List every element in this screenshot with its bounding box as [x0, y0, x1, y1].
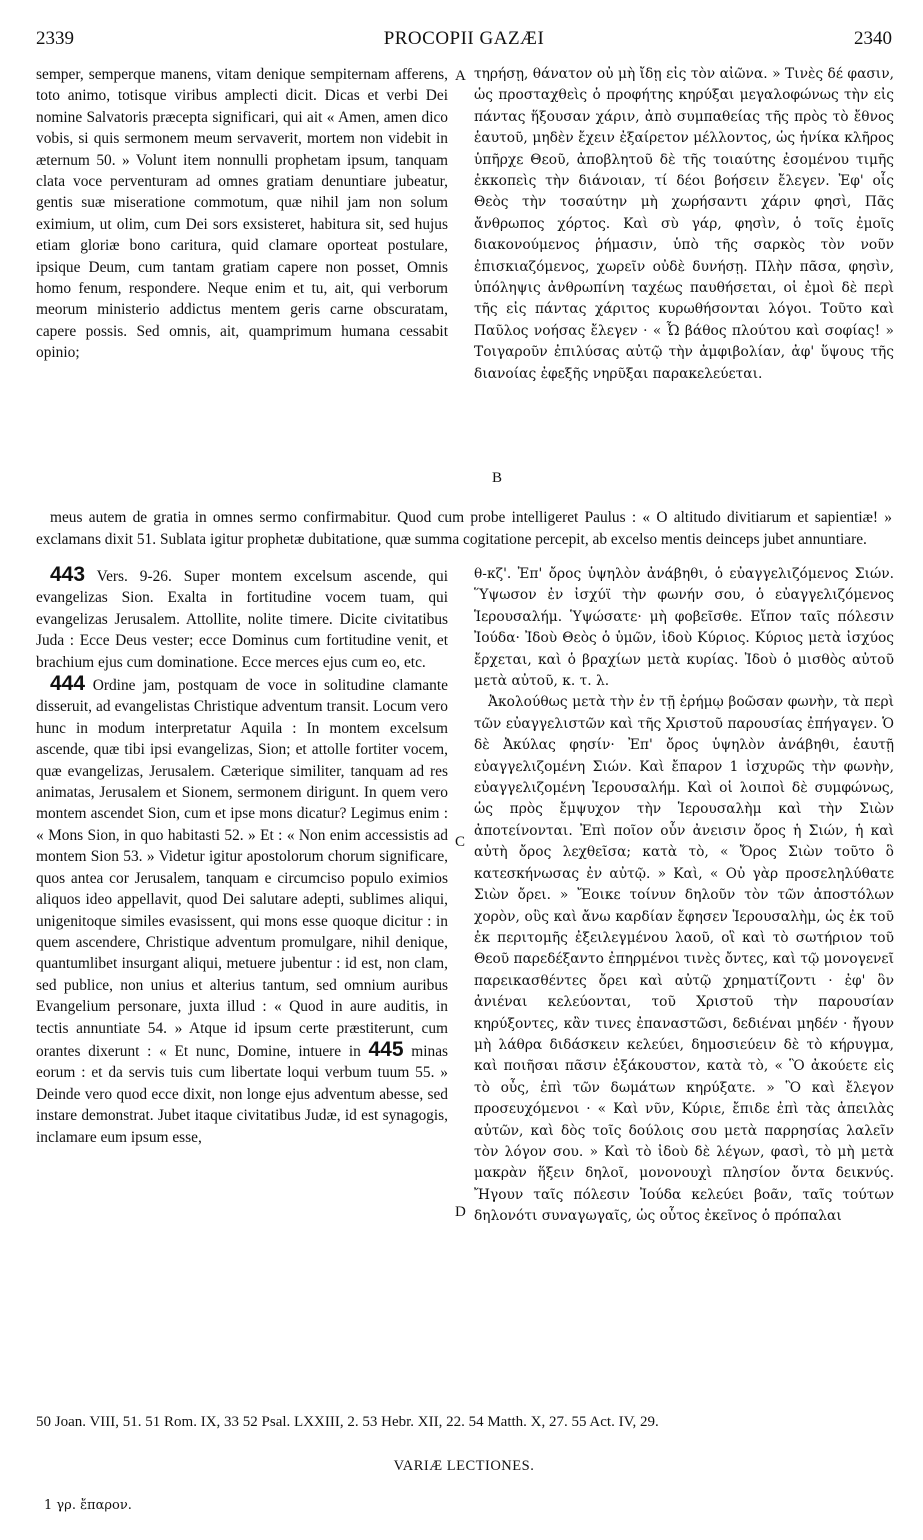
variae-lectiones-heading: VARIÆ LECTIONES.	[393, 1458, 535, 1474]
section-444	[36, 673, 448, 1148]
running-header	[36, 28, 892, 58]
section-443-text: Vers. 9-26. Super montem excelsum ascende, qui evangelizas Sion. Exalta in fortitudine vocem tuam, qui evangelizas Jerusalem. Attollite, nolite timere. Dicite civitatibus Juda : Ecce Deus vester; ecce Dominus cum fortitudine venit, et brachium ejus cum dominatione. Ecce merces ejus cum eo, etc.	[36, 568, 448, 671]
footnotes	[36, 1408, 892, 1433]
margin-marker-a: A	[455, 68, 466, 84]
latin-paragraph: semper, semperque manens, vitam denique sempiternam afferens, toto animo, totisque viribus amplecti dicit. Dicas et verbi Dei nomine Salvatoris præcepta significari, qui ait « Amen, amen dico vobis, si quis sermonem meum servaverit, mortem non videbit in æternum 50. » Volunt item nonnulli prophetam ipsum, tanquam clata voce perventuram ad omnes gratiam denuntiare jubeatur, gentis suæ miseratione commotum, quæ nihil jam non solum eximium, ut olim, cum Dei sors exsisteret, habitura sit, sed hujus etiam gloriæ bono caritura, quid clamare oporteat postulare, ipsique Deum, cum tantam gratiam capere non posset, Omnis homo fenum, respondere. Neque enim et tu, ait, qui verborum meorum ministerio addictus mentem geris carne obscuratam, capere possis. Sed omnis, ait, quamprimum humana cessabit opinio;	[36, 66, 448, 362]
page-number-left: 2339	[36, 28, 74, 49]
section-444-text-b: minas eorum : et da servis tuis cum libertate loqui verbum tuum 55. » Deinde vero quod ecce dixit, non longe ejus adventum abesse, sed instare demonstrat. Jubet itaque civitatibus Judæ, id est synagogis, inclamare eum ipsum esse,	[36, 1042, 449, 1146]
section-444-text: Ordine jam, postquam de voce in solitudine clamante disseruit, ad evangelistas Christique adventum transit. Locum vero hunc in modum interpretatur Aquila : In montem excelsum ascende, quæ tibi ipsi evangelizas, Sion; et attolle fortiter vocem, quæ evangelizas, Jerusalem. Cæterique similiter, tanquam ad res animatas, Jerusalem et Sionem, sermonem dirigunt. In quem vero montem ascendet Sion, cum et ipse mons dicatur? Legimus enim : « Mons Sion, in quo habitasti 52. » Et : « Non enim accessistis ad montem Sion 53. » Videtur igitur apostolorum chorum significare, quos antea cor Jerusalem, tanquam e circumciso populo eximios aliquos ideo appellavit, quod Dei salutare adepti, sublimes aliqui, unigenitoque similes evasissent, qui mons esse quoque dicitur : in quem ascendere, Christique adventum promulgare, nihil denique, quantumlibet insurgant aliqui, metuere jubentur : id est, non clam, sed publice, non unius et alterius tantum, sed omnium auribus Evangelium personare, juxta illud : « Quod in aure auditis, in tectis annuntiate 54. » Atque id ipsum certe præstiterunt, cum orantes dixerunt : « Et nunc, Domine, intuere in	[36, 677, 448, 1060]
greek-section-444: Ἀκολούθως μετὰ τὴν ἐν τῇ ἐρήμῳ βοῶσαν φωνὴν, τὰ περὶ τῶν εὐαγγελιστῶν καὶ τῆς Χριστοῦ παρουσίας ἐπήγαγεν. Ὁ δὲ Ἀκύλας φησίν· Ἐπ' ὄρος ὑψηλὸν ἀνάβηθι, ἑαυτῇ εὐαγγελιζομένη Σιών. Καὶ ἔπαρον 1 ἰσχυρῶς τὴν φωνὴν, εὐαγγελιζομένη Ἱερουσαλήμ. Καὶ οἱ λοιποὶ δὲ συμφώνως, ὡς πρὸς ἔμψυχον τὴν Ἱερουσαλὴμ καὶ τὴν Σιὼν ἀποτείνονται. Ἐπὶ ποῖον οὖν ἀνεισιν ὄρος ἡ Σιών, ἡ καὶ αὐτὴ ὄρος λεχθεῖσα; κατὰ τὸ, « Ὄρος Σιὼν τοῦτο ὃ κατεσκήνωσας ἐν αὐτῷ. » Καὶ, « Οὐ γὰρ προσεληλύθατε Σιὼν ὄρει. » Ἔοικε τοίνυν δηλοῦν τὸν τῶν ἀποστόλων χορὸν, οὓς καὶ ἄνω καρδίαν ἔφησεν Ἱερουσαλὴμ, ὡς ἐκ τοῦ ἐκ περιτομῆς ἐξειλεγμένου λαοῦ, οἳ καὶ τὸ σωτήριον τοῦ Θεοῦ παρεδέξαντο ἐπηρμένοι τινὲς ὄντες, καὶ τῷ μονογενεῖ παρεικασθέντες ὄρει καὶ αὐτῷ χρηματίζοντι · ἐφ' ὃν ἀνιέναι κελεύονται, τοῦ Χριστοῦ τὴν παρουσίαν κηρύξοντες, κἂν τινες ἐπαναστῶσι, δεδιέναι μηδέν · ἤγουν μὴ λάθρα διδάσκειν κελεύει, δημοσιεύειν δὲ τὸ κήρυγμα, καὶ ποιῆσαι πᾶσιν ἐξάκουστον, κατὰ τὸ, « Ὃ ἀκούετε εἰς τὸ οὖς, ἐπὶ τῶν δωμάτων κηρύξατε. » Ὃ καὶ ἔλεγον προσευχόμενοι · « Καὶ νῦν, Κύριε, ἔπιδε ἐπὶ τὰς ἀπειλὰς αὐτῶν, καὶ δὸς τοῖς δούλοις σου μετὰ παρρησίας λαλεῖν τὸν λόγον σου. » Καὶ τὸ ἰδοὺ δὲ λέγων, φασὶ, τὸ μὴ μετὰ μακρὰν ἥξειν δηλοῖ, μονονουχὶ πλησίον ὄντα δεικνύς. Ἤγουν ταῖς πόλεσιν Ἰούδα κελεύει βοᾶν, ταῖς τούτων δηλονότι συναγωγαῖς, ὡς οὗτος ἐκεῖνος ὁ πρόπαλαι	[474, 694, 894, 1225]
footnote-references: 50 Joan. VIII, 51. 51 Rom. IX, 33 52 Psal. LXXIII, 2. 53 Hebr. XII, 22. 54 Matth. X, 27. 55 Act. IV, 29.	[36, 1414, 659, 1430]
page-number-right: 2340	[854, 28, 892, 49]
margin-marker-b: B	[492, 470, 503, 486]
greek-section-443: θ-κζ'. Ἐπ' ὄρος ὑψηλὸν ἀνάβηθι, ὁ εὐαγγελιζόμενος Σιών. Ὕψωσον ἐν ἰσχύϊ τὴν φωνήν σου, ὁ εὐαγγελιζόμενος Ἱερουσαλήμ. Ὑψώσατε· μὴ φοβεῖσθε. Εἴπον ταῖς πόλεσιν Ἰούδα· Ἰδοὺ Θεὸς ὁ ὑμῶν, ἰδοὺ Κύριος. Κύριος μετὰ ἰσχύος ἔρχεται, καὶ ὁ βραχίων μετὰ κυρίας. Ἰδοὺ ὁ μισθὸς αὐτοῦ μετὰ αὐτοῦ, κ. τ. λ.	[474, 566, 894, 690]
section-443	[36, 564, 448, 673]
variae-lectiones-note: 1 γρ. ἔπαρον.	[44, 1498, 132, 1513]
latin-fullwidth-passage	[36, 492, 892, 566]
latin-column-bottom	[36, 564, 448, 1148]
greek-column-top	[474, 64, 894, 385]
running-title: PROCOPII GAZÆI	[383, 28, 545, 49]
section-number-445: 445	[368, 1037, 404, 1061]
margin-marker-d: D	[455, 1204, 466, 1220]
margin-marker-c: C	[455, 834, 466, 850]
latin-column-top	[36, 64, 448, 364]
latin-continuation: meus autem de gratia in omnes sermo confirmabitur. Quod cum probe intelligeret Paulus : « O altitudo divitiarum et sapientiæ! » exclamans dixit 51. Sublata igitur prophetæ dubitatione, quæ summa cogitatione percepit, ab excelso mentis deinceps jubet annuntiare.	[36, 509, 892, 548]
page	[36, 28, 892, 1518]
greek-paragraph: τηρήσῃ, θάνατον οὐ μὴ ἴδῃ εἰς τὸν αἰῶνα. » Τινὲς δέ φασιν, ὡς προσταχθεὶς ὁ προφήτης κηρύξαι μεγαλοφώνως τὴν εἰς πάντας ἥξουσαν χάριν, ἀπὸ συμπαθείας τῆς πρὸς τὸ ἔθνος ἑαυτοῦ, μηδὲν ἔχειν ἐξαίρετον μέλλοντος, ὡς ἡνίκα κλῆρος ὑπῆρχε Θεοῦ, ἀποβλητοῦ δὲ τῆς τοιαύτης ἐσομένου τιμῆς ἐκκοπεὶς τὴν διάνοιαν, τί δέοι βοήσειν ἔλεγεν. Ἐφ' οἷς Θεὸς τὴν τοσαύτην μὴ χωρήσαντι χάριν φησὶ, Πᾶς ἄνθρωπος χόρτος. Καὶ σὺ γάρ, φησὶν, ὁ τοῖς ἐμοῖς διακονούμενος ῥήμασιν, ὑπὸ τῆς σαρκὸς τὸν νοῦν ἐπισκιαζόμενος, χωρεῖν οὐδὲ δυνήσῃ. Πλὴν πᾶσα, φησὶν, ὑπόληψις ἀνθρωπίνη ταχέως παυθήσεται, οἱ ἐμοὶ δὲ περὶ τῆς εἰς πάντας χάριτος κυρωθήσονται λόγοι. Τοῦτο καὶ Παῦλος νοήσας ἔλεγεν · « Ὦ βάθος πλούτου καὶ σοφίας! » Τοιγαροῦν ἐπιλύσας αὐτῷ τὴν ἀμφιβολίαν, ἀφ' ὕψους τῆς διανοίας ἐφεξῆς νηρῦξαι παρακελεύεται.	[474, 66, 894, 382]
greek-column-bottom	[474, 564, 894, 1228]
section-number-444: 444	[50, 672, 86, 696]
section-number-443: 443	[50, 563, 86, 586]
